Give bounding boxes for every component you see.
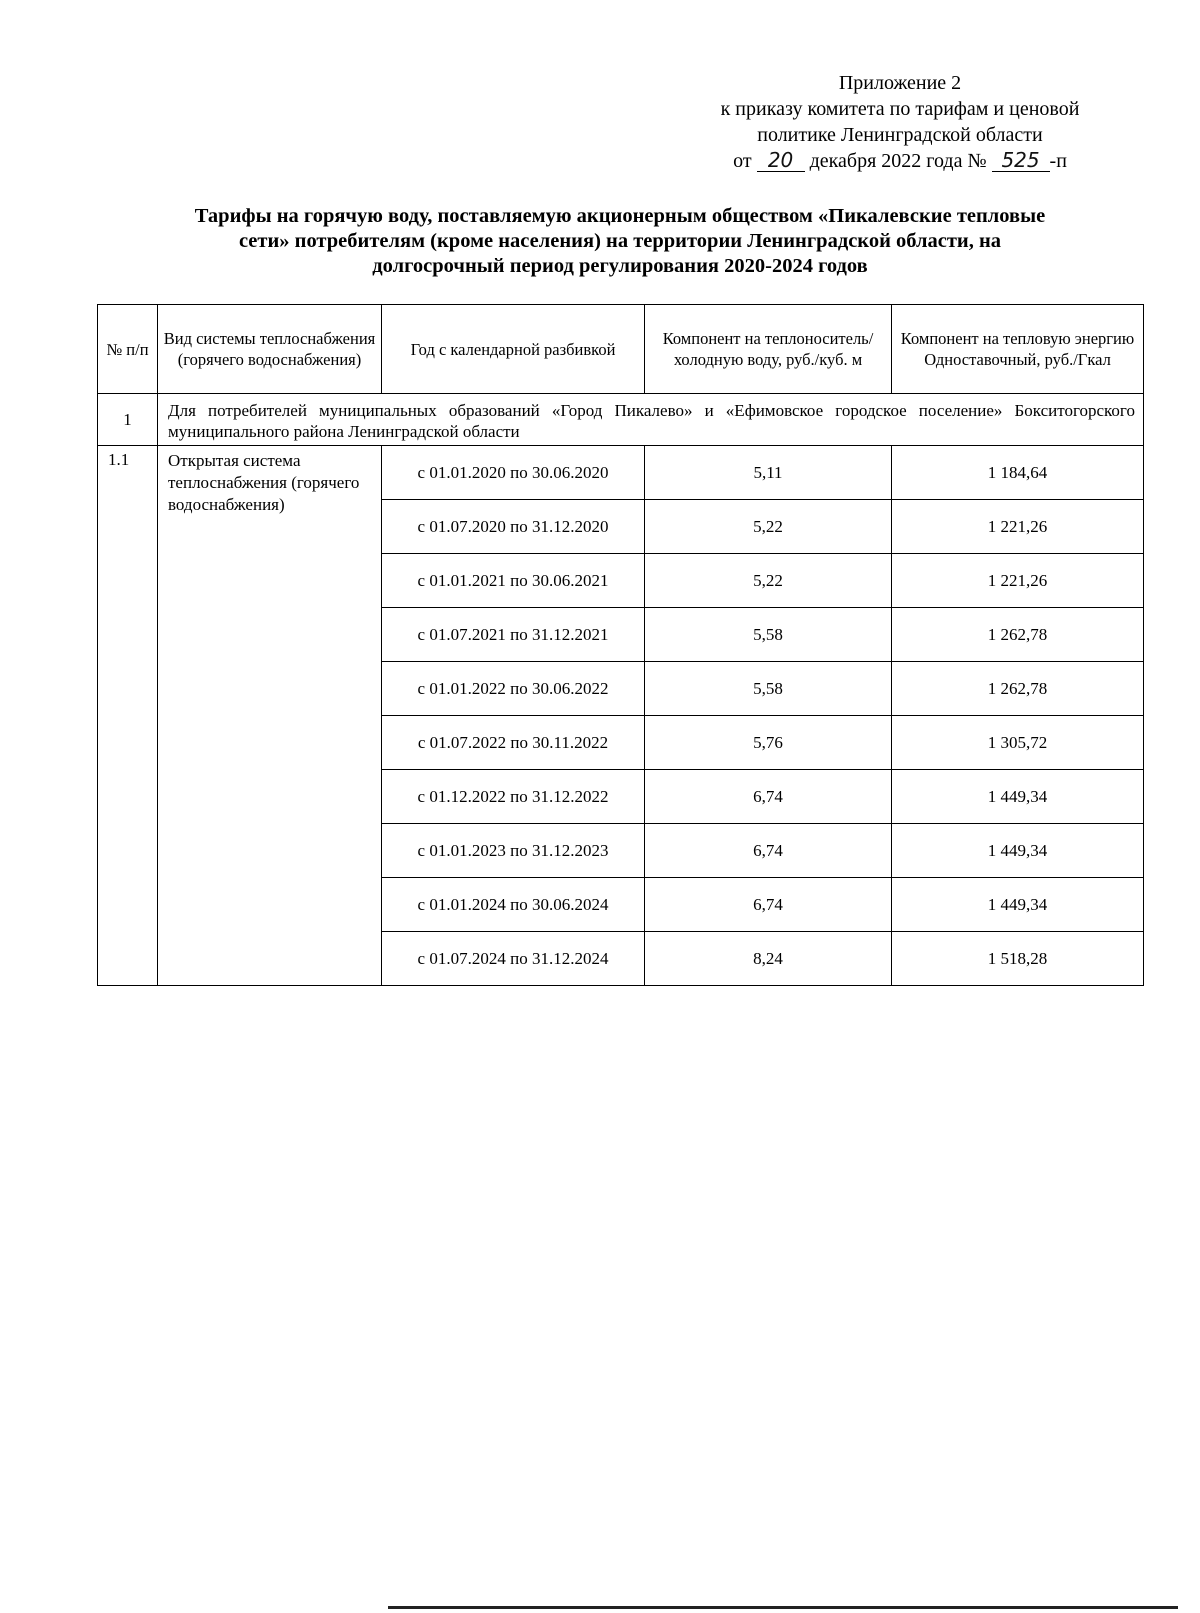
handwritten-order-number: 525 [992, 149, 1050, 172]
cell-energy: 1 305,72 [892, 716, 1144, 770]
cell-energy: 1 221,26 [892, 500, 1144, 554]
handwritten-day: 20 [757, 149, 805, 172]
cell-energy: 1 449,34 [892, 770, 1144, 824]
cell-period: с 01.01.2021 по 30.06.2021 [382, 554, 645, 608]
title-line-1: Тарифы на горячую воду, поставляемую акционерным обществом «Пикалевские тепловые [194, 205, 1046, 227]
cell-coolant: 5,22 [645, 500, 892, 554]
appendix-date-line [660, 148, 1140, 174]
cell-coolant: 6,74 [645, 824, 892, 878]
date-prefix: от [733, 150, 752, 172]
title-line-2: сети» потребителям (кроме населения) на территории Ленинградской области, на [238, 230, 1002, 252]
cell-coolant: 5,58 [645, 662, 892, 716]
cell-coolant: 5,11 [645, 446, 892, 500]
cell-period: с 01.01.2024 по 30.06.2024 [382, 878, 645, 932]
cell-energy: 1 184,64 [892, 446, 1144, 500]
cell-coolant: 6,74 [645, 878, 892, 932]
cell-coolant: 6,74 [645, 770, 892, 824]
group-number: 1 [98, 394, 158, 446]
appendix-order-ref: к приказу комитета по тарифам и ценовой [720, 98, 1080, 120]
appendix-header [660, 70, 1140, 174]
cell-coolant: 5,22 [645, 554, 892, 608]
table-body [98, 394, 1144, 986]
cell-energy: 1 449,34 [892, 878, 1144, 932]
subgroup-label: Открытая система теплоснабжения (горячего водоснабжения) [158, 446, 382, 986]
group-row [98, 394, 1144, 446]
date-middle: декабря 2022 года № [809, 150, 987, 172]
tariff-table [97, 304, 1144, 986]
order-suffix: -п [1049, 150, 1067, 172]
cell-period: с 01.12.2022 по 31.12.2022 [382, 770, 645, 824]
appendix-title: Приложение 2 [838, 72, 962, 94]
cell-coolant: 5,76 [645, 716, 892, 770]
header-number: № п/п [98, 305, 158, 394]
cell-period: с 01.01.2022 по 30.06.2022 [382, 662, 645, 716]
cell-period: с 01.07.2024 по 31.12.2024 [382, 932, 645, 986]
header-system-type: Вид системы теплоснабжения (горячего водоснабжения) [158, 305, 382, 394]
cell-energy: 1 262,78 [892, 662, 1144, 716]
title-line-3: долгосрочный период регулирования 2020-2024 годов [372, 255, 868, 277]
cell-period: с 01.07.2022 по 30.11.2022 [382, 716, 645, 770]
cell-energy: 1 518,28 [892, 932, 1144, 986]
cell-energy: 1 262,78 [892, 608, 1144, 662]
header-coolant-component: Компонент на теплоноситель/холодную воду, руб./куб. м [645, 305, 892, 394]
cell-period: с 01.07.2020 по 31.12.2020 [382, 500, 645, 554]
appendix-authority: политике Ленинградской области [757, 124, 1043, 146]
scan-edge-line [388, 1606, 1178, 1609]
cell-period: с 01.01.2023 по 31.12.2023 [382, 824, 645, 878]
cell-energy: 1 449,34 [892, 824, 1144, 878]
table-row [98, 446, 1144, 500]
cell-coolant: 8,24 [645, 932, 892, 986]
header-period: Год с календарной разбивкой [382, 305, 645, 394]
cell-energy: 1 221,26 [892, 554, 1144, 608]
group-description: Для потребителей муниципальных образований «Город Пикалево» и «Ефимовское городское поселение» Бокситогорского муниципального района Ленинградской области [158, 394, 1144, 446]
header-energy-component: Компонент на тепловую энергию Одноставочный, руб./Гкал [892, 305, 1144, 394]
cell-coolant: 5,58 [645, 608, 892, 662]
table-header-row [98, 305, 1144, 394]
cell-period: с 01.01.2020 по 30.06.2020 [382, 446, 645, 500]
document-title [95, 204, 1145, 279]
cell-period: с 01.07.2021 по 31.12.2021 [382, 608, 645, 662]
subgroup-number: 1.1 [98, 446, 158, 986]
